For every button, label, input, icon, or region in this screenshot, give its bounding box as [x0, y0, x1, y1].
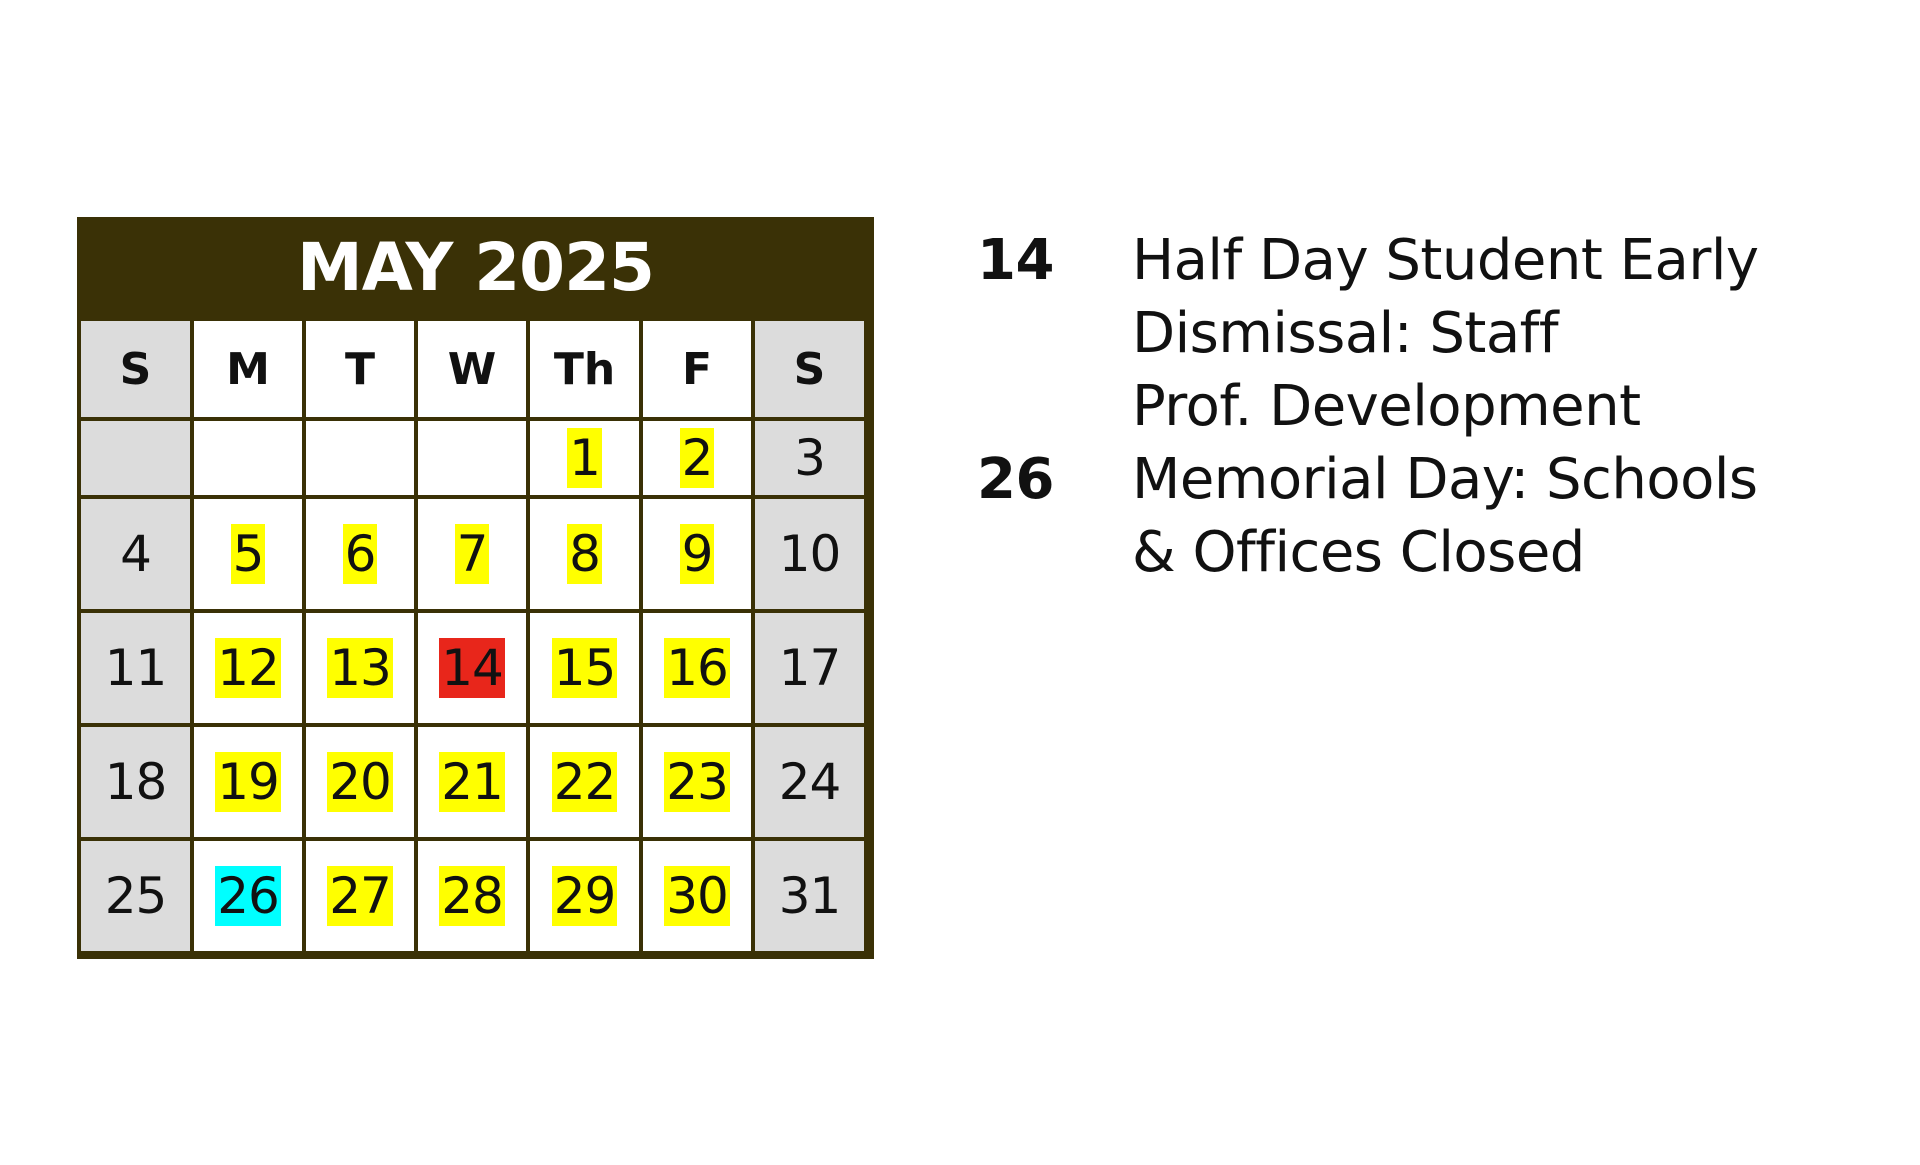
day-number: 27 — [329, 867, 391, 925]
day-number: 22 — [553, 753, 616, 811]
day-cell — [306, 421, 414, 495]
day-cell — [755, 499, 864, 609]
day-cell — [530, 613, 639, 723]
day-number: 21 — [441, 753, 503, 811]
day-cell — [530, 421, 639, 495]
day-cell — [755, 421, 864, 495]
day-cell — [418, 841, 526, 951]
weekday-header: T — [306, 321, 414, 417]
day-cell — [194, 499, 302, 609]
day-number: 14 — [441, 639, 503, 697]
day-cell — [643, 613, 751, 723]
day-cell — [81, 421, 190, 495]
day-number: 13 — [329, 639, 391, 697]
weekday-header: W — [418, 321, 526, 417]
calendar-grid — [81, 321, 870, 955]
day-cell — [418, 421, 526, 495]
day-cell — [194, 841, 302, 951]
day-number: 19 — [217, 753, 279, 811]
events-list — [977, 224, 1897, 589]
day-cell — [194, 421, 302, 495]
day-number: 7 — [456, 525, 488, 583]
day-number: 16 — [666, 639, 728, 697]
event-description: Half Day Student Early Dismissal: Staff Prof. Development — [1132, 228, 1759, 439]
day-cell — [306, 613, 414, 723]
day-number: 26 — [217, 867, 279, 925]
day-number: 17 — [778, 639, 841, 697]
event-item — [977, 224, 1897, 443]
calendar — [77, 217, 874, 959]
day-cell — [530, 841, 639, 951]
day-cell — [194, 613, 302, 723]
day-cell — [643, 499, 751, 609]
day-cell — [81, 613, 190, 723]
day-number: 6 — [344, 525, 376, 583]
day-number: 23 — [666, 753, 728, 811]
day-number: 25 — [104, 867, 167, 925]
day-cell — [418, 727, 526, 837]
day-number: 15 — [553, 639, 616, 697]
day-cell — [306, 727, 414, 837]
calendar-title: MAY 2025 — [297, 228, 654, 306]
day-number: 8 — [569, 525, 600, 583]
day-number: 3 — [794, 429, 825, 487]
weekday-header: S — [755, 321, 864, 417]
day-number: 28 — [441, 867, 503, 925]
day-cell — [643, 841, 751, 951]
day-number: 24 — [778, 753, 841, 811]
day-cell — [530, 727, 639, 837]
event-item — [977, 443, 1897, 589]
day-cell — [755, 727, 864, 837]
day-number: 10 — [778, 525, 841, 583]
day-cell — [418, 499, 526, 609]
weekday-header: S — [81, 321, 190, 417]
day-cell — [306, 841, 414, 951]
event-date: 26 — [977, 447, 1054, 512]
day-number: 1 — [569, 429, 600, 487]
day-number: 2 — [681, 429, 713, 487]
day-cell — [643, 727, 751, 837]
day-cell — [755, 613, 864, 723]
day-cell — [418, 613, 526, 723]
day-number: 18 — [104, 753, 167, 811]
day-number: 9 — [681, 525, 713, 583]
day-number: 11 — [104, 639, 167, 697]
event-date: 14 — [977, 228, 1054, 293]
weekday-header: F — [643, 321, 751, 417]
day-cell — [306, 499, 414, 609]
day-cell — [194, 727, 302, 837]
day-number: 30 — [666, 867, 728, 925]
day-cell — [81, 841, 190, 951]
day-cell — [755, 841, 864, 951]
day-number: 12 — [217, 639, 279, 697]
event-description: Memorial Day: Schools & Offices Closed — [1132, 447, 1758, 585]
day-number: 29 — [553, 867, 616, 925]
day-cell — [81, 727, 190, 837]
weekday-header: Th — [530, 321, 639, 417]
day-cell — [530, 499, 639, 609]
day-cell — [81, 499, 190, 609]
day-number: 4 — [120, 525, 151, 583]
day-number: 31 — [778, 867, 841, 925]
day-number: 5 — [232, 525, 264, 583]
day-cell — [643, 421, 751, 495]
day-number: 20 — [329, 753, 391, 811]
weekday-header: M — [194, 321, 302, 417]
